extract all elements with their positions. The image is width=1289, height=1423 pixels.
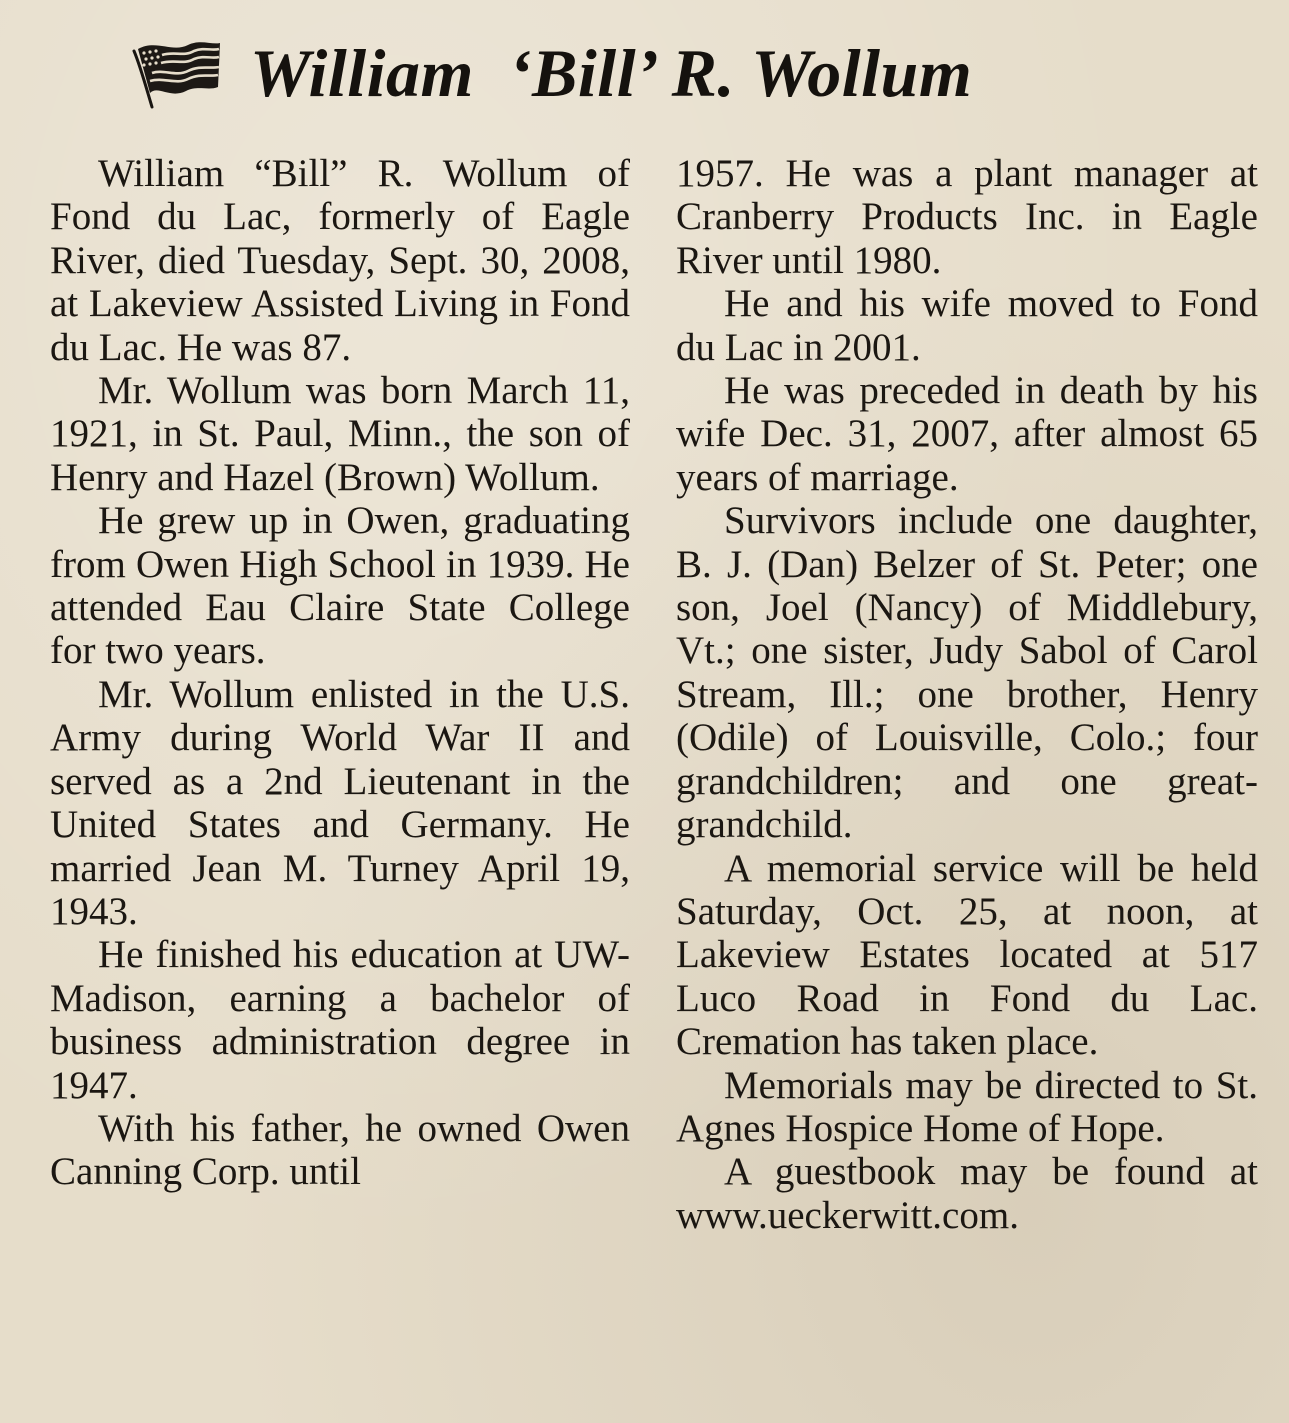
headline	[128, 28, 1128, 118]
paragraph-memorials: Memorials may be directed to St. Agnes Hospice Home of Hope.	[676, 1063, 1258, 1150]
obituary-title: William ‘Bill’ R. Wollum	[250, 34, 973, 111]
paragraph-preceded: He was preceded in death by his wife Dec. 31, 2007, after almost 65 years of marriage.	[676, 369, 1258, 499]
paragraph-military: Mr. Wollum enlisted in the U.S. Army during World War II and served as a 2nd Lieutenant in the United States and Germany. He married Jean M. Turney April 19, 1943.	[50, 672, 630, 933]
left-column	[50, 152, 630, 1194]
paragraph-birth: Mr. Wollum was born March 11, 1921, in St. Paul, Minn., the son of Henry and Hazel (Brown) Wollum.	[50, 369, 630, 499]
paragraph-survivors: Survivors include one daughter, B. J. (Dan) Belzer of St. Peter; one son, Joel (Nancy) of Middlebury, Vt.; one sister, Judy Sabol of Carol Stream, Ill.; one brother, Henry (Odile) of Louisville, Colo.; four grandchildren; and one great-grandchild.	[676, 499, 1258, 847]
american-flag-icon	[128, 35, 224, 111]
paragraph-move: He and his wife moved to Fond du Lac in 2001.	[676, 282, 1258, 369]
paragraph-career-continued: 1957. He was a plant manager at Cranberry Products Inc. in Eagle River until 1980.	[676, 152, 1258, 282]
paragraph-service: A memorial service will be held Saturday, Oct. 25, at noon, at Lakeview Estates located at 517 Luco Road in Fond du Lac. Cremation has taken place.	[676, 846, 1258, 1064]
paragraph-intro: William “Bill” R. Wollum of Fond du Lac, formerly of Eagle River, died Tuesday, Sept. 30, 2008, at Lakeview Assisted Living in Fond du Lac. He was 87.	[50, 152, 630, 369]
paragraph-education: He finished his education at UW-Madison, earning a bachelor of business administration degree in 1947.	[50, 933, 630, 1107]
paragraph-career-start: With his father, he owned Owen Canning Corp. until	[50, 1106, 630, 1194]
paragraph-guestbook: A guestbook may be found at www.ueckerwitt.com.	[676, 1150, 1258, 1237]
paragraph-youth: He grew up in Owen, graduating from Owen High School in 1939. He attended Eau Claire State College for two years.	[50, 499, 630, 673]
right-column	[676, 152, 1258, 1237]
